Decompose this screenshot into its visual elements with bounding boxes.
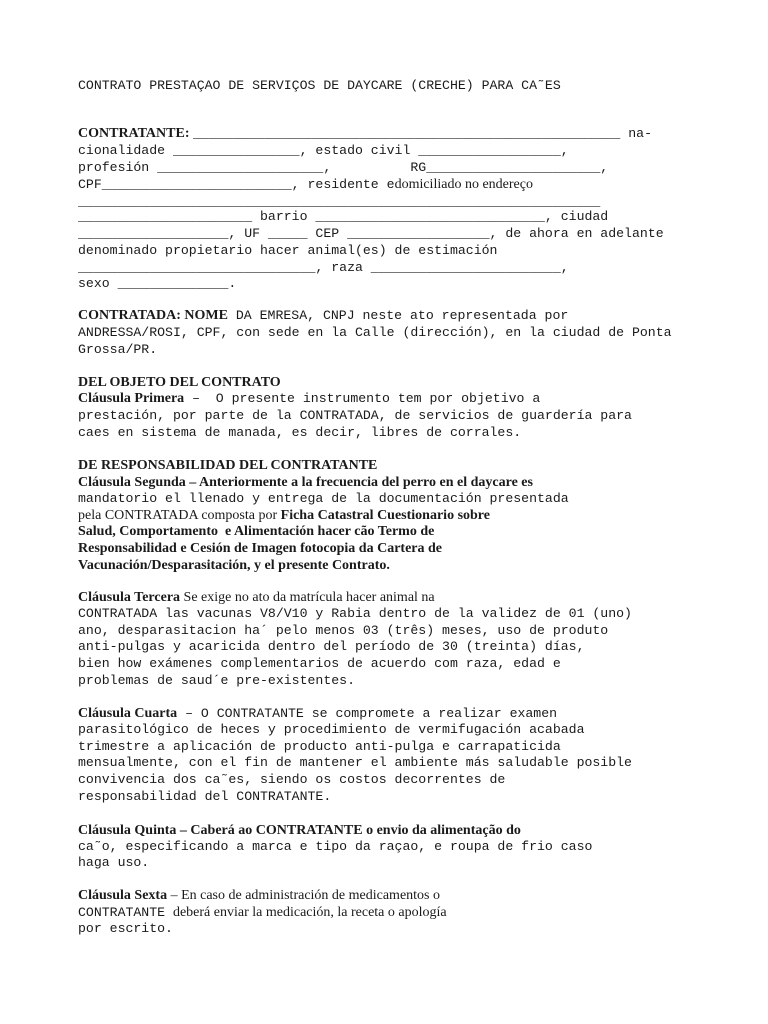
contratante-line-2: cionalidade ________________, estado civil __________________,	[78, 143, 569, 158]
clausula-quinta-line-2: ca˜o, especificando a marca e tipo da raçao, e roupa de frio caso	[78, 839, 593, 854]
contratante-line-1: CONTRATANTE: ______________________________________________________ na-	[78, 126, 652, 141]
clausula-tercera-label: Cláusula Tercera	[78, 590, 181, 605]
clausula-cuarta-line-1: Cláusula Cuarta – O CONTRATANTE se compromete a realizar examen	[78, 706, 558, 721]
clausula-tercera-line-5: bien how exámenes complementarios de acuerdo com raza, edad e	[78, 656, 561, 671]
contratada-line-2: ANDRESSA/ROSI, CPF, con sede en la Calle (dirección), en la ciudad de Ponta	[78, 325, 672, 340]
clausula-segunda-line-4: Salud, Comportamento e Alimentación hacer cão Termo de	[78, 524, 435, 539]
clausula-tercera-line-6: problemas de saud´e pre-existentes.	[78, 673, 355, 688]
contratante-line-7: ___________________, UF _____ CEP __________________, de ahora en adelante	[78, 226, 664, 241]
contratante-line-9: ______________________________, raza ________________________,	[78, 260, 569, 275]
clausula-segunda-label: Cláusula Segunda – Anteriormente a la frecuencia del perro en el daycare es	[78, 475, 533, 490]
clausula-segunda-line-6: Vacunación/Desparasitación, y el presente Contrato.	[78, 558, 390, 573]
clausula-cuarta-line-5: convivencia dos ca˜es, siendo os costos decorrentes de	[78, 772, 506, 787]
contratada-line-1: CONTRATADA: NOME DA EMRESA, CNPJ neste ato representada por	[78, 308, 569, 323]
contratante-line-6: ______________________ barrio _____________________________, ciudad	[78, 209, 609, 224]
clausula-quinta-line-3: haga uso.	[78, 855, 150, 870]
responsabilidad-heading: DE RESPONSABILIDAD DEL CONTRATANTE	[78, 458, 378, 473]
clausula-sexta-line-1: Cláusula Sexta – En caso de administración de medicamentos o	[78, 888, 440, 903]
contratante-line-8: denominado propietario hacer animal(es) de estimación	[78, 243, 498, 258]
contract-title: CONTRATO PRESTAÇAO DE SERVIÇOS DE DAYCARE (CRECHE) PARA CA˜ES	[78, 78, 561, 93]
contratada-line-3: Grossa/PR.	[78, 342, 158, 357]
clausula-tercera-line-4: anti-pulgas y acaricida dentro del período de 30 (treinta) días,	[78, 639, 585, 654]
clausula-tercera-line-2: CONTRATADA las vacunas V8/V10 y Rabia dentro de la validez de 01 (uno)	[78, 606, 632, 621]
clausula-sexta-label: Cláusula Sexta	[78, 888, 168, 903]
clausula-cuarta-line-2: parasitológico de heces y procedimiento de vermifugación acabada	[78, 722, 585, 737]
clausula-cuarta-line-6: responsabilidad del CONTRATANTE.	[78, 789, 332, 804]
contratante-label: CONTRATANTE:	[78, 126, 193, 141]
clausula-quinta-label: Cláusula Quinta – Caberá ao CONTRATANTE o envio da alimentação do	[78, 823, 521, 838]
clausula-cuarta-line-4: mensualmente, con el fin de mantener el ambiente más saludable posible	[78, 755, 632, 770]
clausula-sexta-line-2: CONTRATANTE deberá enviar la medicación, la receta o apología	[78, 905, 447, 920]
clausula-tercera-line-3: ano, desparasitacion ha´ pelo menos 03 (três) meses, uso de produto	[78, 623, 609, 638]
contratante-line-5: __________________________________________________________________	[78, 194, 601, 209]
objeto-heading: DEL OBJETO DEL CONTRATO	[78, 375, 281, 390]
contratante-line-10: sexo ______________.	[78, 276, 237, 291]
contratante-line-4: CPF________________________, residente edomiciliado no endereço	[78, 177, 533, 192]
clausula-primera-line-1: Cláusula Primera – O presente instrumento tem por objetivo a	[78, 391, 541, 406]
clausula-segunda-line-5: Responsabilidad e Cesión de Imagen fotocopia da Cartera de	[78, 541, 443, 556]
clausula-sexta-line-3: por escrito.	[78, 921, 173, 936]
contratada-label: CONTRATADA: NOME	[78, 308, 228, 323]
clausula-cuarta-line-3: trimestre a aplicación de producto anti-pulga e carrapaticida	[78, 739, 561, 754]
clausula-tercera-line-1: Cláusula Tercera Se exige no ato da matrícula hacer animal na	[78, 590, 435, 605]
clausula-primera-line-3: caes en sistema de manada, es decir, libres de corrales.	[78, 425, 522, 440]
clausula-segunda-line-3: pela CONTRATADA composta por Ficha Catastral Cuestionario sobre	[78, 508, 490, 523]
clausula-primera-line-2: prestación, por parte de la CONTRATADA, de servicios de guardería para	[78, 408, 632, 423]
clausula-primera-label: Cláusula Primera	[78, 391, 185, 406]
clausula-cuarta-label: Cláusula Cuarta	[78, 706, 178, 721]
contratante-line-3: profesión _____________________, RG______________________,	[78, 160, 609, 175]
clausula-segunda-line-2: mandatorio el llenado y entrega de la documentación presentada	[78, 491, 569, 506]
